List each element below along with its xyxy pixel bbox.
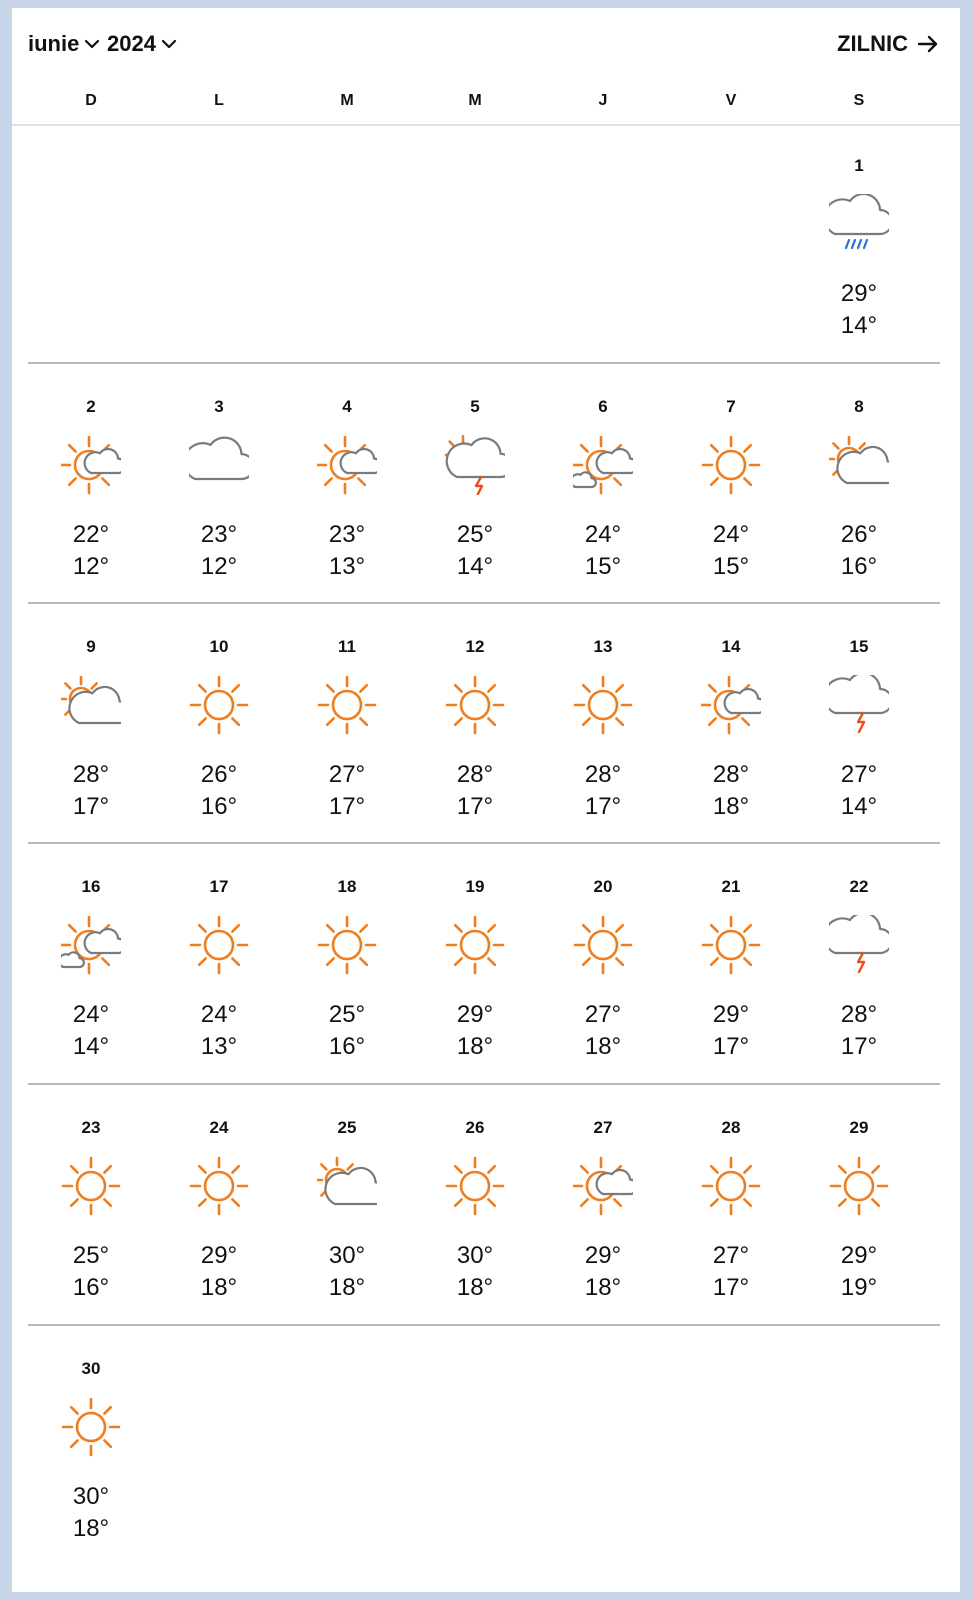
day-cell[interactable] — [284, 607, 410, 827]
rain-weather-icon — [829, 194, 889, 254]
partly-cloudy-2-weather-icon — [61, 915, 121, 975]
partly-cloudy-weather-icon — [701, 675, 761, 735]
low-temperature: 15° — [584, 553, 622, 580]
week-divider — [28, 1324, 940, 1326]
low-temperature: 18° — [584, 1274, 622, 1301]
day-number: 25 — [337, 1118, 357, 1137]
high-temperature: 23° — [328, 521, 366, 548]
high-temperature: 29° — [200, 1242, 238, 1269]
day-cell[interactable] — [412, 607, 538, 827]
sunny-weather-icon — [189, 1156, 249, 1216]
low-temperature: 17° — [456, 793, 494, 820]
weekday-label: L — [214, 92, 224, 109]
high-temperature: 27° — [328, 761, 366, 788]
weekday-label: V — [725, 92, 737, 109]
sunny-weather-icon — [445, 675, 505, 735]
low-temperature: 18° — [456, 1274, 494, 1301]
day-cell[interactable] — [796, 847, 922, 1067]
low-temperature: 16° — [328, 1033, 366, 1060]
day-cell[interactable] — [668, 367, 794, 587]
day-number: 12 — [465, 637, 485, 656]
partly-cloudy-weather-icon — [573, 1156, 633, 1216]
year-label: 2024 — [107, 31, 156, 56]
low-temperature: 19° — [840, 1274, 878, 1301]
weekday-label: D — [85, 92, 97, 109]
high-temperature: 27° — [712, 1242, 750, 1269]
day-cell[interactable] — [156, 847, 282, 1067]
day-cell[interactable] — [540, 1088, 666, 1308]
mostly-cloudy-weather-icon — [317, 1156, 377, 1216]
high-temperature: 28° — [840, 1001, 878, 1028]
day-cell[interactable] — [156, 367, 282, 587]
day-number: 30 — [81, 1359, 101, 1378]
day-number: 29 — [849, 1118, 869, 1137]
day-cell[interactable] — [540, 847, 666, 1067]
day-cell[interactable] — [540, 367, 666, 587]
day-number: 26 — [465, 1118, 485, 1137]
week-divider — [28, 842, 940, 844]
low-temperature: 18° — [456, 1033, 494, 1060]
day-number: 20 — [593, 877, 613, 896]
day-number: 17 — [209, 877, 229, 896]
high-temperature: 24° — [712, 521, 750, 548]
day-cell[interactable] — [796, 607, 922, 827]
day-cell[interactable] — [284, 367, 410, 587]
week-divider — [28, 602, 940, 604]
sun-storm-weather-icon — [445, 435, 505, 495]
sunny-weather-icon — [701, 915, 761, 975]
sunny-weather-icon — [445, 915, 505, 975]
day-cell[interactable] — [796, 1088, 922, 1308]
low-temperature: 16° — [840, 553, 878, 580]
low-temperature: 17° — [712, 1274, 750, 1301]
low-temperature: 17° — [840, 1033, 878, 1060]
daily-label: ZILNIC — [837, 31, 908, 56]
high-temperature: 22° — [72, 521, 110, 548]
day-number: 5 — [470, 397, 480, 416]
low-temperature: 18° — [328, 1274, 366, 1301]
day-number: 27 — [593, 1118, 613, 1137]
high-temperature: 29° — [840, 280, 878, 307]
high-temperature: 27° — [840, 761, 878, 788]
day-cell[interactable] — [156, 607, 282, 827]
sunny-weather-icon — [61, 1156, 121, 1216]
day-cell[interactable] — [284, 847, 410, 1067]
high-temperature: 24° — [200, 1001, 238, 1028]
day-number: 10 — [209, 637, 229, 656]
high-temperature: 29° — [840, 1242, 878, 1269]
weekday-label: J — [598, 92, 608, 109]
high-temperature: 26° — [840, 521, 878, 548]
day-number: 23 — [81, 1118, 101, 1137]
day-number: 11 — [338, 637, 356, 656]
week-divider — [28, 362, 940, 364]
day-cell[interactable] — [668, 847, 794, 1067]
high-temperature: 29° — [584, 1242, 622, 1269]
storm-weather-icon — [829, 675, 889, 735]
calendar-header — [12, 8, 960, 74]
chevron-down-icon — [160, 35, 178, 53]
day-number: 2 — [86, 397, 96, 416]
high-temperature: 25° — [72, 1242, 110, 1269]
high-temperature: 29° — [712, 1001, 750, 1028]
low-temperature: 14° — [840, 793, 878, 820]
day-number: 8 — [854, 397, 864, 416]
low-temperature: 14° — [72, 1033, 110, 1060]
high-temperature: 24° — [584, 521, 622, 548]
low-temperature: 13° — [200, 1033, 238, 1060]
low-temperature: 18° — [584, 1033, 622, 1060]
weekday-label: S — [853, 92, 865, 109]
year-select[interactable] — [107, 30, 178, 58]
low-temperature: 17° — [584, 793, 622, 820]
low-temperature: 14° — [456, 553, 494, 580]
day-cell[interactable] — [28, 607, 154, 827]
day-number: 24 — [209, 1118, 229, 1137]
high-temperature: 30° — [72, 1483, 110, 1510]
sunny-weather-icon — [829, 1156, 889, 1216]
high-temperature: 28° — [712, 761, 750, 788]
low-temperature: 14° — [840, 312, 878, 339]
high-temperature: 25° — [328, 1001, 366, 1028]
low-temperature: 17° — [712, 1033, 750, 1060]
sunny-weather-icon — [189, 675, 249, 735]
day-cell[interactable] — [796, 367, 922, 587]
high-temperature: 28° — [72, 761, 110, 788]
mostly-cloudy-weather-icon — [61, 675, 121, 735]
day-number: 9 — [86, 637, 96, 656]
sunny-weather-icon — [701, 1156, 761, 1216]
day-cell[interactable] — [28, 847, 154, 1067]
low-temperature: 12° — [72, 553, 110, 580]
weekday-label: M — [468, 92, 482, 109]
day-cell[interactable] — [28, 1088, 154, 1308]
day-cell[interactable] — [28, 367, 154, 587]
high-temperature: 28° — [456, 761, 494, 788]
week-divider — [28, 1083, 940, 1085]
sunny-weather-icon — [317, 915, 377, 975]
low-temperature: 18° — [200, 1274, 238, 1301]
partly-cloudy-2-weather-icon — [573, 435, 633, 495]
sunny-weather-icon — [701, 435, 761, 495]
high-temperature: 26° — [200, 761, 238, 788]
low-temperature: 13° — [328, 553, 366, 580]
arrow-right-icon — [916, 32, 940, 56]
partly-cloudy-weather-icon — [317, 435, 377, 495]
high-temperature: 29° — [456, 1001, 494, 1028]
daily-view-link[interactable] — [837, 30, 940, 58]
sunny-weather-icon — [573, 675, 633, 735]
day-cell[interactable] — [412, 367, 538, 587]
storm-weather-icon — [829, 915, 889, 975]
day-number: 18 — [337, 877, 357, 896]
high-temperature: 25° — [456, 521, 494, 548]
high-temperature: 28° — [584, 761, 622, 788]
low-temperature: 16° — [72, 1274, 110, 1301]
day-number: 4 — [342, 397, 352, 416]
day-number: 16 — [81, 877, 101, 896]
weekday-label: M — [340, 92, 354, 109]
day-number: 28 — [721, 1118, 741, 1137]
low-temperature: 18° — [72, 1515, 110, 1542]
sunny-weather-icon — [189, 915, 249, 975]
day-number: 13 — [593, 637, 613, 656]
low-temperature: 12° — [200, 553, 238, 580]
day-number: 7 — [726, 397, 736, 416]
high-temperature: 30° — [328, 1242, 366, 1269]
day-number: 21 — [721, 877, 741, 896]
high-temperature: 24° — [72, 1001, 110, 1028]
day-cell[interactable] — [412, 847, 538, 1067]
high-temperature: 30° — [456, 1242, 494, 1269]
day-number: 6 — [598, 397, 608, 416]
day-number: 1 — [854, 156, 864, 175]
day-number: 15 — [849, 637, 869, 656]
low-temperature: 17° — [328, 793, 366, 820]
low-temperature: 17° — [72, 793, 110, 820]
low-temperature: 16° — [200, 793, 238, 820]
day-number: 22 — [849, 877, 869, 896]
partly-cloudy-weather-icon — [61, 435, 121, 495]
low-temperature: 15° — [712, 553, 750, 580]
day-number: 14 — [721, 637, 741, 656]
sunny-weather-icon — [317, 675, 377, 735]
day-cell[interactable] — [796, 126, 922, 346]
sunny-weather-icon — [61, 1397, 121, 1457]
day-number: 3 — [214, 397, 224, 416]
day-cell[interactable] — [668, 607, 794, 827]
high-temperature: 23° — [200, 521, 238, 548]
day-cell[interactable] — [28, 1329, 154, 1549]
day-cell[interactable] — [540, 607, 666, 827]
day-number: 19 — [465, 877, 485, 896]
weekday-header-row — [28, 92, 940, 120]
chevron-down-icon — [83, 35, 101, 53]
low-temperature: 18° — [712, 793, 750, 820]
sunny-weather-icon — [573, 915, 633, 975]
calendar-panel — [12, 8, 960, 1592]
mostly-cloudy-weather-icon — [829, 435, 889, 495]
sunny-weather-icon — [445, 1156, 505, 1216]
day-cell[interactable] — [284, 1088, 410, 1308]
month-select[interactable] — [28, 30, 101, 58]
high-temperature: 27° — [584, 1001, 622, 1028]
month-label: iunie — [28, 31, 80, 56]
day-cell[interactable] — [412, 1088, 538, 1308]
day-cell[interactable] — [668, 1088, 794, 1308]
cloudy-weather-icon — [189, 435, 249, 495]
day-cell[interactable] — [156, 1088, 282, 1308]
